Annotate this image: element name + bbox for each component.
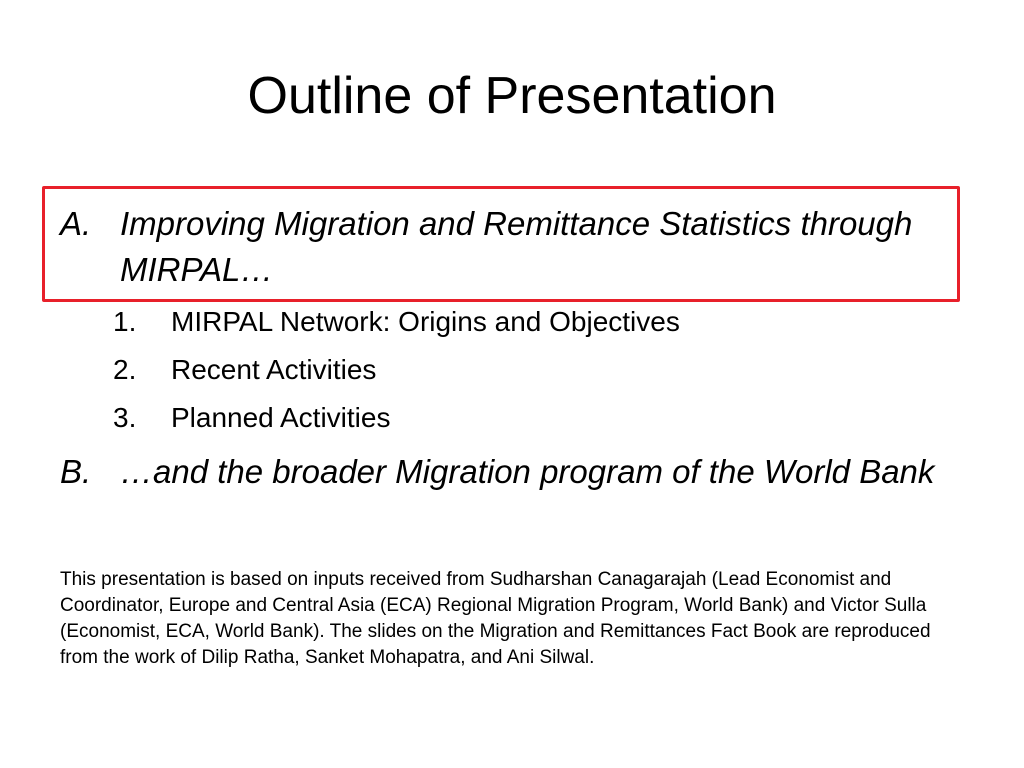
subitem-2-text: Recent Activities	[171, 354, 377, 385]
section-a-text: Improving Migration and Remittance Statistics through MIRPAL…	[120, 205, 913, 288]
subitem-2-number: 2.	[113, 354, 137, 385]
presentation-note: This presentation is based on inputs received from Sudharshan Canagarajah (Lead Economist and Coordinator, Europe and Central Asia (ECA) Regional Migration Program, World Bank) and Victor Sulla (Economist, ECA, World Bank). The slides on the Migration and Remittances Fact Book are reproduced from the work of Dilip Ratha, Sanket Mohapatra, and Ani Silwal.	[60, 569, 931, 668]
section-b-marker: B.	[60, 453, 92, 490]
slide-title: Outline of Presentation	[247, 67, 777, 125]
section-b-text: …and the broader Migration program of the World Bank	[120, 453, 935, 490]
section-a-marker: A.	[60, 205, 92, 242]
subitem-1-text: MIRPAL Network: Origins and Objectives	[171, 306, 680, 337]
subitem-3-text: Planned Activities	[171, 402, 391, 433]
subitem-3-number: 3.	[113, 402, 137, 433]
subitem-1-number: 1.	[113, 306, 137, 337]
